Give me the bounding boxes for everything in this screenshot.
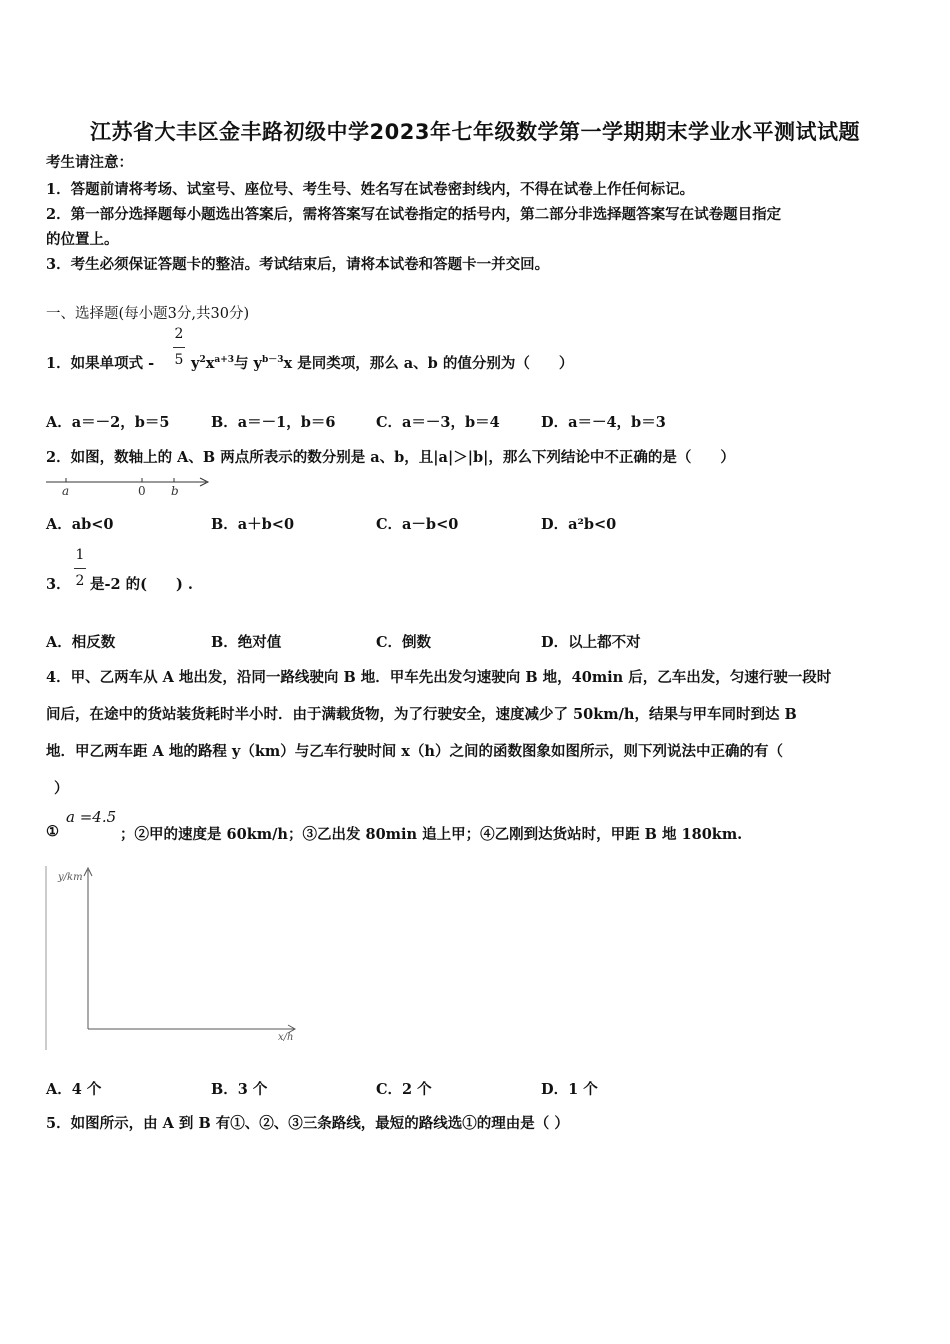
q1-expression — [191, 352, 573, 373]
notice-item: 3．考生必须保证答题卡的整洁。考试结束后，请将本试卷和答题卡一并交回。 — [46, 256, 550, 273]
q4-option-a: A．4 个 — [46, 1081, 102, 1098]
q1-term2-exponent: b－3 — [261, 355, 284, 366]
axis-label-b: b — [171, 484, 179, 498]
x-axis-label: x/h — [278, 1032, 294, 1043]
q2-option-c: C．a－b<0 — [376, 516, 459, 533]
q1-term1: y — [191, 355, 200, 372]
page-title: 江苏省大丰区金丰路初级中学2023年七年级数学第一学期期末学业水平测试试题 — [90, 120, 860, 144]
q3-frac-denominator: 2 — [75, 573, 85, 589]
q4-line-1: 4．甲、乙两车从 A 地出发，沿同一路线驶向 B 地．甲车先出发匀速驶向 B 地，40min 后，乙车出发，匀速行驶一段时 — [46, 669, 832, 686]
q1-option-b: B．a＝－1，b＝6 — [211, 414, 336, 431]
q3-option-d: D．以上都不对 — [541, 634, 641, 651]
q2-text: 2．如图，数轴上的 A、B 两点所表示的数分别是 a、b，且|a|＞|b|，那么下列结论中不正确的是（ ） — [46, 449, 735, 466]
q2-option-d: D．a²b<0 — [541, 516, 617, 533]
q1-prefix: 1．如果单项式 - — [46, 355, 155, 372]
q1-mid: 与 y — [234, 355, 262, 372]
q1-option-d: D．a＝－4，b＝3 — [541, 414, 666, 431]
notice-heading: 考生请注意： — [46, 154, 133, 171]
q3-option-b: B．绝对值 — [211, 634, 282, 651]
q4-line-4: ） — [54, 780, 69, 797]
q5-text: 5．如图所示，由 A 到 B 有①、②、③三条路线，最短的路线选①的理由是（ ） — [46, 1115, 569, 1132]
q2-option-a: A．ab<0 — [46, 516, 114, 533]
notice-item: 的位置上。 — [46, 231, 119, 248]
section-heading: 一、选择题(每小题3分,共30分) — [46, 306, 250, 322]
q4-statements: ；②甲的速度是 60km/h；③乙出发 80min 追上甲；④乙刚到达货站时，甲距 B 地 180km. — [120, 826, 743, 843]
q4-formula: a =4.5 — [66, 808, 117, 826]
y-axis-label: y/km — [58, 872, 83, 883]
q4-line-3: 地．甲乙两车距 A 地的路程 y（km）与乙车行驶时间 x（h）之间的函数图象如图所示，则下列说法中正确的有（ — [46, 743, 783, 760]
q4-line-2: 间后，在途中的货站装货耗时半小时．由于满载货物，为了行驶安全，速度减少了 50km/h，结果与甲车同时到达 B — [46, 706, 797, 723]
q1-term1b-exponent: a+3 — [214, 355, 234, 366]
q1-term1b: x — [205, 355, 215, 372]
q1-frac-numerator: 2 — [174, 326, 184, 342]
notice-item: 2．第一部分选择题每小题选出答案后，需将答案写在试卷指定的括号内，第二部分非选择题答案写在试卷题目指定 — [46, 206, 782, 223]
q1-suffix: x 是同类项，那么 a、b 的值分别为（ ） — [283, 355, 574, 372]
q3-frac-numerator: 1 — [75, 547, 85, 563]
q1-option-c: C．a＝－3，b＝4 — [376, 414, 500, 431]
q2-option-b: B．a＋b<0 — [211, 516, 295, 533]
q4-option-b: B．3 个 — [211, 1081, 268, 1098]
q3-option-a: A．相反数 — [46, 634, 116, 651]
notice-item: 1．答题前请将考场、试室号、座位号、考生号、姓名写在试卷密封线内，不得在试卷上作任何标记。 — [46, 181, 695, 198]
q4-option-d: D．1 个 — [541, 1081, 598, 1098]
axis-label-zero: 0 — [138, 484, 146, 498]
q1-frac-denominator: 5 — [174, 352, 184, 368]
distance-time-chart — [40, 862, 310, 1057]
q3-option-c: C．倒数 — [376, 634, 432, 651]
q1-option-a: A．a＝－2，b＝5 — [46, 414, 170, 431]
q4-option-c: C．2 个 — [376, 1081, 432, 1098]
axis-label-a: a — [62, 484, 70, 498]
q1-term1-exponent: 2 — [199, 355, 206, 366]
number-line — [40, 472, 220, 502]
q3-text: 是-2 的( ) . — [90, 576, 193, 593]
q3-frac-line — [74, 568, 86, 569]
q4-statement-marker: ① — [46, 823, 59, 840]
q3-number: 3． — [46, 576, 71, 593]
q1-frac-line — [173, 347, 185, 348]
